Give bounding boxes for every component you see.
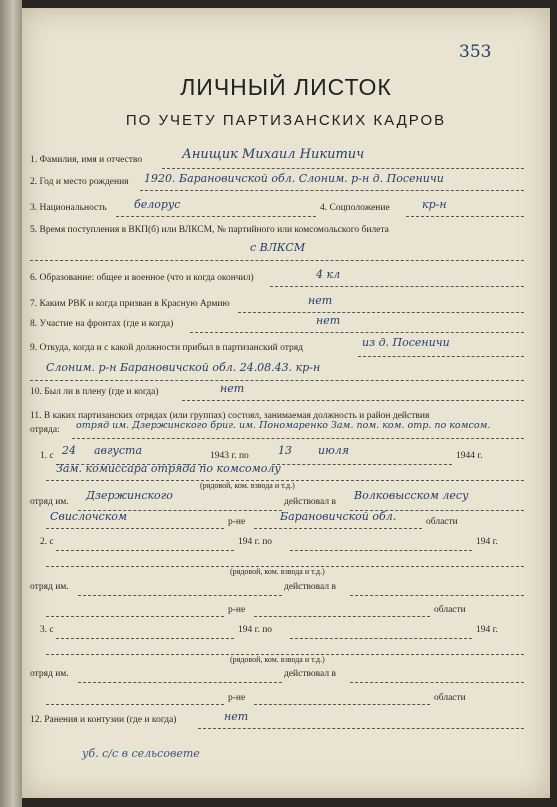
field-7-value: нет [308,294,333,307]
field-8-label: 8. Участие на фронтах (где и когда) [30,319,174,329]
field-12-value: нет [224,710,249,723]
period-2-number: 2. с [40,537,54,547]
period-1-otryad-value: Дзержинского [86,489,173,502]
field-8-value: нет [316,314,341,327]
period-2-year-a: 194 г. по [238,537,273,547]
period-2-deistv-line [350,595,524,596]
field-9-line-a [358,356,524,357]
period-1-day2: 13 [278,444,292,457]
period-1-rayon-value: Свислочском [50,510,128,523]
period-1-day: 24 [62,444,76,457]
field-5-value: с ВЛКСМ [250,241,306,254]
field-2-label: 2. Год и место рождения [30,177,129,187]
binding-strip [0,0,22,807]
field-5-label: 5. Время поступления в ВКП(б) или ВЛКСМ, № партийного или комсомольского билета [30,225,389,235]
field-2-line [140,190,524,191]
period-3-obl-line [254,704,430,705]
field-4-label: 4. Соцположение [320,203,390,213]
period-1-otryad-label: отряд им. [30,497,69,507]
period-3-number: 3. с [40,625,54,635]
field-6-label: 6. Образование: общее и военное (что и когда окончил) [30,273,254,283]
period-2-year-b: 194 г. [476,537,498,547]
period-3-from-line [56,638,234,639]
period-1-obl-line [254,528,422,529]
period-3-year-b: 194 г. [476,625,498,635]
field-1-line [162,168,524,169]
period-1-deistv-label: действовал в [284,497,336,507]
field-11-label-a: 11. В каких партизанских отрядах (или группах) состоял, занимаемая должность и район действия [30,411,430,421]
field-12-line [198,728,524,729]
field-11-value-a: отряд им. Дзержинского бриг. им. Пономаренко Зам. пом. ком. отр. по комсом. [76,420,491,431]
period-3-oblasti-label: области [434,693,466,703]
field-3-line [116,216,316,217]
period-3-deistv-label: действовал в [284,669,336,679]
archive-number: 353 [459,42,492,62]
field-7-line [238,312,524,313]
period-1-oblasti-label: области [426,517,458,527]
field-8-line [190,332,524,333]
period-1-deistv-value: Волковысском лесу [354,489,469,502]
period-2-oblasti-label: области [434,605,466,615]
period-3-rne-label: р-не [228,693,246,703]
period-1-role-caption: (рядовой, ком. взвода и т.д.) [200,481,295,490]
field-3-value: белорус [134,198,181,211]
period-2-role-caption: (рядовой, ком. взвода и т.д.) [230,567,325,576]
period-1-month: августа [94,444,143,457]
period-2-otryad-label: отряд им. [30,582,69,592]
period-1-month2: июля [318,444,350,457]
period-2-to-line [290,550,472,551]
field-10-value: нет [220,382,245,395]
period-2-rne-label: р-не [228,605,246,615]
page-title: ЛИЧНЫЙ ЛИСТОК [180,74,392,100]
field-2-value: 1920. Барановичской обл. Слоним. р-н д. Посеничи [144,172,444,185]
period-3-otryad-line [78,682,282,683]
period-3-deistv-line [350,682,524,683]
bottom-note: уб. с/с в сельсовете [82,747,200,760]
period-1-number: 1. с [40,451,54,461]
period-1-obl-value: Барановичской обл. [280,510,397,523]
field-11-label-b: отряда: [30,425,60,435]
period-1-year-b: 1944 г. [456,451,483,461]
period-2-rayon-line [46,616,224,617]
period-3-year-a: 194 г. по [238,625,273,635]
field-9-label: 9. Откуда, когда и с какой должности прибыл в партизанский отряд [30,343,303,353]
period-2-obl-line [254,616,430,617]
field-10-label: 10. Был ли в плену (где и когда) [30,387,159,397]
field-9-line-b [30,380,524,381]
field-9-value-a: из д. Посеничи [362,336,450,349]
period-3-to-line [290,638,472,639]
period-1-role: Зам. комиссара отряда по комсомолу [56,462,281,475]
field-3-label: 3. Национальность [30,203,107,213]
period-2-deistv-label: действовал в [284,582,336,592]
field-6-line [270,286,524,287]
document-page [22,8,550,798]
period-1-year-a: 1943 г. по [210,451,249,461]
field-10-line [182,400,524,401]
field-4-value: кр-н [422,198,447,211]
period-3-otryad-label: отряд им. [30,669,69,679]
field-6-value: 4 кл [316,268,341,281]
period-3-role-caption: (рядовой, ком. взвода и т.д.) [230,655,325,664]
period-2-otryad-line [78,595,282,596]
period-1-rayon-line [46,528,224,529]
field-11-line-a [72,438,524,439]
period-2-from-line [56,550,234,551]
field-7-label: 7. Каким РВК и когда призван в Красную Армию [30,299,230,309]
period-1-to-line [272,464,452,465]
page-subtitle: ПО УЧЕТУ ПАРТИЗАНСКИХ КАДРОВ [125,112,447,129]
field-9-value-b: Слоним. р-н Барановичской обл. 24.08.43. кр-н [46,361,321,374]
field-4-line [406,216,524,217]
period-1-rne-label: р-не [228,517,246,527]
field-12-label: 12. Ранения и контузии (где и когда) [30,715,177,725]
field-5-line [30,260,524,261]
period-3-rayon-line [46,704,224,705]
field-1-label: 1. Фамилия, имя и отчество [30,155,143,165]
field-1-value: Анищик Михаил Никитич [182,147,365,162]
